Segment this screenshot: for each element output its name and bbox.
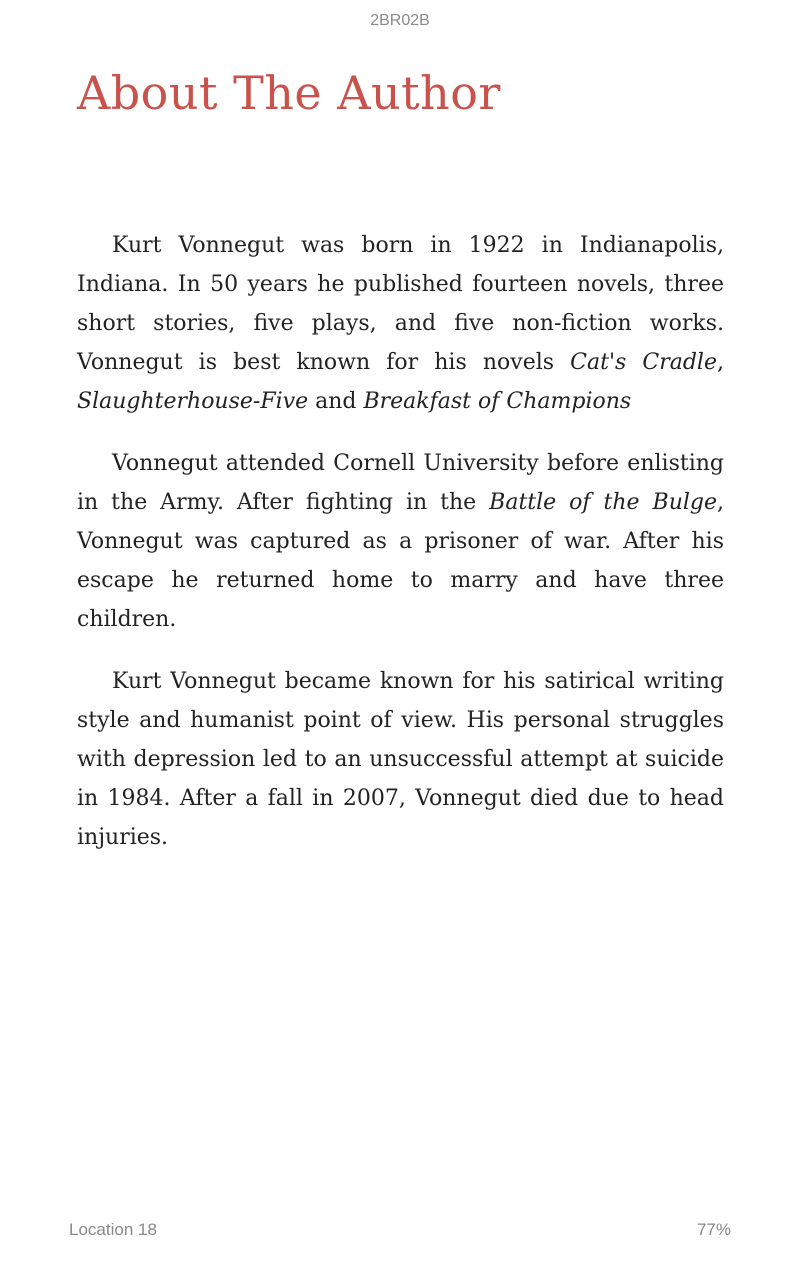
reading-progress[interactable]: 77%: [696, 1220, 731, 1239]
paragraph-3-text-1: Kurt Vonnegut became known for his satirical writing style and humanist point of view. His personal struggles with depression led to an unsuccessful attempt at suicide in 1984. After a fall in 2007, Vonnegut died due to head injuries.: [77, 669, 724, 850]
paragraph-3: [77, 662, 724, 857]
book-title-header: 2BR02B: [370, 12, 430, 29]
paragraph-2: [77, 444, 724, 639]
book-title-breakfast-of-champions: Breakfast of Champions: [363, 389, 632, 414]
location-indicator[interactable]: Location 18: [69, 1220, 157, 1239]
reading-content: [77, 226, 724, 880]
book-title-cats-cradle: Cat's Cradle: [570, 350, 717, 375]
paragraph-2-text-1: Vonnegut attended Cornell University before enlisting in the Army. After fighting in the: [77, 451, 724, 515]
battle-of-the-bulge: Battle of the Bulge: [489, 490, 717, 515]
paragraph-1: [77, 226, 724, 421]
chapter-title: About The Author: [77, 66, 501, 120]
paragraph-1-text-3: and: [308, 389, 364, 414]
paragraph-1-text-1: Kurt Vonnegut was born in 1922 in Indianapolis, Indiana. In 50 years he published fourteen novels, three short stories, five plays, and five non-fiction works. Vonnegut is best known for his novels: [77, 233, 724, 375]
paragraph-2-text-2: , Vonnegut was captured as a prisoner of war. After his escape he returned home to marry and have three children.: [77, 490, 724, 632]
paragraph-1-text-2: ,: [717, 350, 724, 375]
book-title-slaughterhouse-five: Slaughterhouse-Five: [77, 389, 309, 414]
